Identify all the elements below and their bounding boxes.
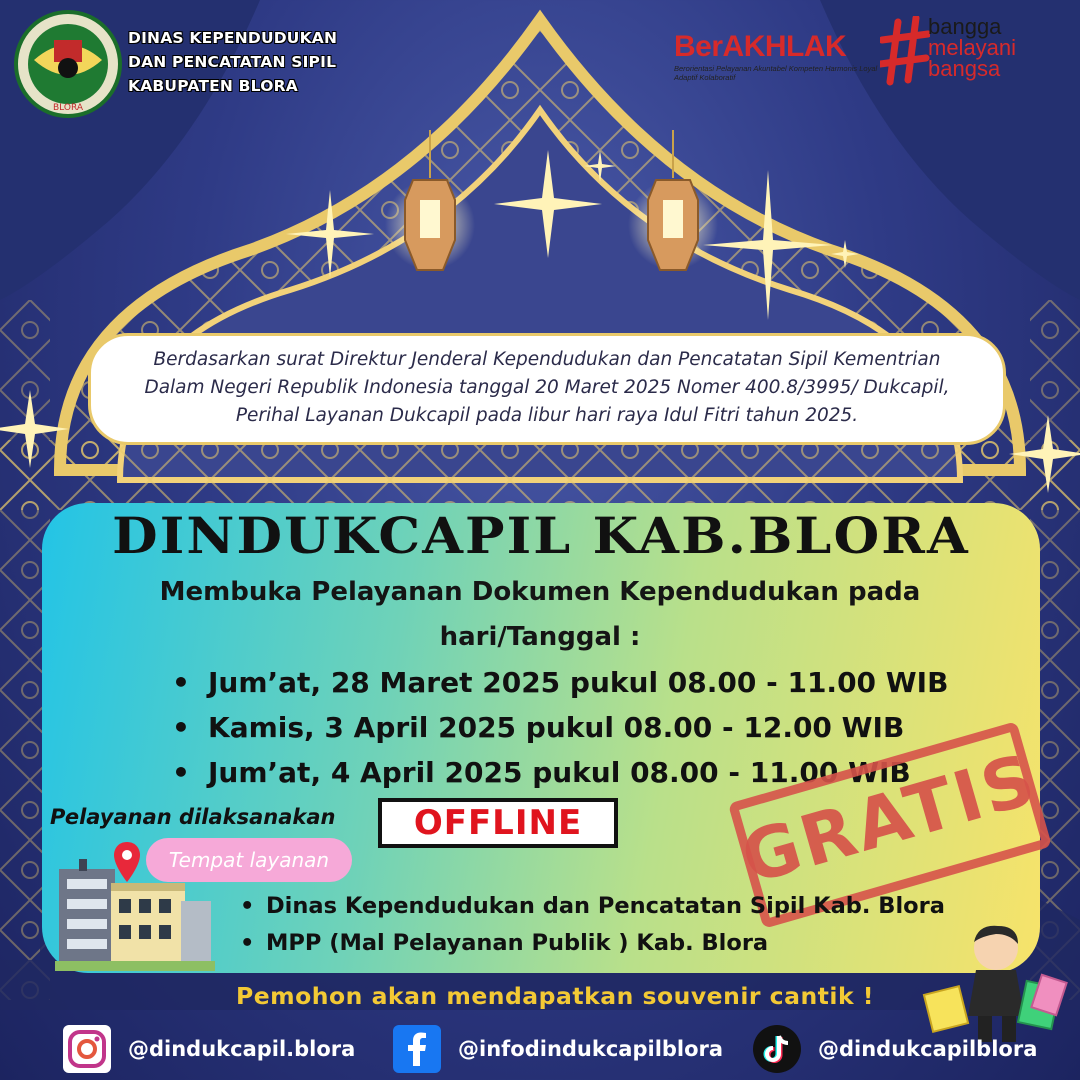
intro-line: hari/Tanggal : [439, 622, 641, 652]
offline-badge: OFFLINE [378, 798, 618, 848]
blora-crest-logo [14, 10, 122, 118]
instagram-icon [62, 1024, 112, 1074]
hashtag-word: bangga [928, 14, 1002, 39]
facebook-link[interactable] [392, 1024, 723, 1074]
hashtag-words [928, 16, 1016, 79]
agency-line: DAN PENCATATAN SIPIL [128, 53, 337, 71]
tiktok-handle: @dindukcapilblora [818, 1037, 1038, 1061]
berakhlak-title: BerAKHLAK [674, 30, 847, 63]
location-item: • MPP (Mal Pelayanan Publik ) Kab. Blora [240, 925, 945, 962]
notice-line: Perihal Layanan Dukcapil pada libur hari raya Idul Fitri tahun 2025. [235, 405, 859, 426]
instagram-link[interactable] [62, 1024, 355, 1074]
facebook-handle: @infodindukcapilblora [458, 1037, 724, 1061]
agency-name [128, 26, 337, 98]
bangga-melayani-bangsa-logo [880, 12, 1060, 92]
service-place-tag: Tempat layanan [146, 838, 352, 882]
intro-line: Membuka Pelayanan Dokumen Kependudukan pada [159, 577, 921, 607]
schedule-item: • Jum’at, 4 April 2025 pukul 08.00 - 11.00 WIB [172, 750, 992, 795]
facebook-icon [392, 1024, 442, 1074]
hashtag-icon [880, 16, 930, 86]
notice-line: Dalam Negeri Republik Indonesia tanggal 20 Maret 2025 Nomer 400.8/3995/ Dukcapil, [144, 377, 950, 398]
location-pin-icon [112, 840, 142, 884]
schedule-item: • Kamis, 3 April 2025 pukul 08.00 - 12.00 WIB [172, 705, 992, 750]
service-intro [80, 570, 1000, 660]
svg-text:BLORA: BLORA [53, 103, 83, 113]
berakhlak-subtitle: Berorientasi Pelayanan Akuntabel Kompeten Harmonis Loyal Adaptif Kolaboratif [674, 64, 878, 82]
agency-line: DINAS KEPENDUDUKAN [128, 29, 338, 47]
schedule-item: • Jum’at, 28 Maret 2025 pukul 08.00 - 11.00 WIB [172, 660, 992, 705]
hashtag-word: melayani [928, 35, 1017, 60]
card-title: DINDUKCAPIL KAB.BLORA [112, 506, 970, 565]
tiktok-icon [752, 1024, 802, 1074]
location-item: • Dinas Kependudukan dan Pencatatan Sipil Kab. Blora [240, 888, 945, 925]
souvenir-note: Pemohon akan mendapatkan souvenir cantik ! [236, 982, 874, 1010]
hashtag-word: bangsa [928, 56, 1001, 81]
location-list [240, 888, 945, 962]
service-mode-label: Pelayanan dilaksanakan [50, 805, 336, 829]
regulation-notice [88, 333, 1006, 445]
tiktok-link[interactable] [752, 1024, 1037, 1074]
instagram-handle: @dindukcapil.blora [128, 1037, 356, 1061]
notice-line: Berdasarkan surat Direktur Jenderal Kependudukan dan Pencatatan Sipil Kementrian [153, 349, 941, 370]
berakhlak-logo [674, 30, 884, 90]
agency-line: KABUPATEN BLORA [128, 77, 298, 95]
stamp-text: GRATIS [732, 737, 1047, 900]
